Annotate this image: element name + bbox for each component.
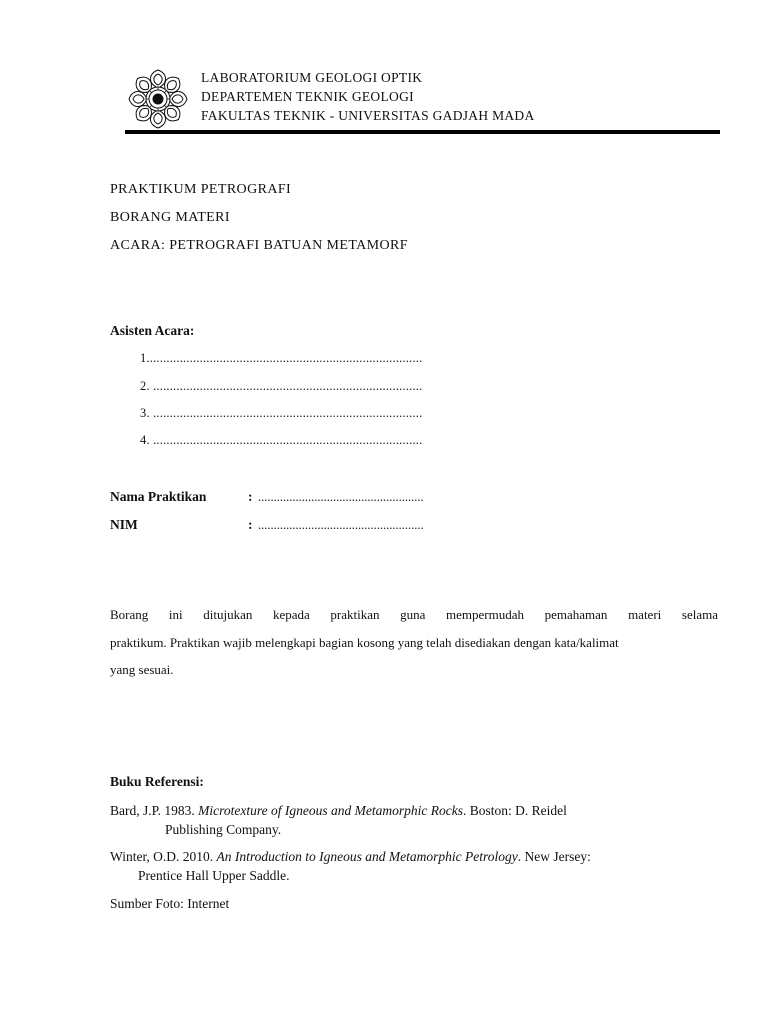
title-praktikum: PRAKTIKUM PETROGRAFI bbox=[110, 182, 292, 197]
asisten-line-1[interactable]: 1................................................................................... bbox=[140, 351, 423, 365]
reference-bard bbox=[110, 803, 567, 819]
asisten-line-4[interactable]: 4. ................................................................................. bbox=[140, 433, 423, 447]
reference-bard-cont: Publishing Company. bbox=[165, 822, 282, 837]
photo-source: Sumber Foto: Internet bbox=[110, 896, 230, 911]
nama-praktikan-field[interactable]: ..................................................... bbox=[258, 490, 424, 504]
paragraph-line-1: Borang ini ditujukan kepada praktikan guna mempermudah pemahaman materi selama bbox=[110, 607, 718, 622]
asisten-line-3[interactable]: 3. ................................................................................. bbox=[140, 406, 423, 420]
nama-praktikan-label: Nama Praktikan bbox=[110, 489, 207, 504]
header-line-faculty: FAKULTAS TEKNIK - UNIVERSITAS GADJAH MADA bbox=[201, 108, 535, 123]
reference-winter bbox=[110, 849, 591, 865]
paragraph-line-3: yang sesuai. bbox=[110, 662, 174, 677]
reference-winter-publisher: . New Jersey: bbox=[517, 849, 591, 864]
header-line-department: DEPARTEMEN TEKNIK GEOLOGI bbox=[201, 89, 414, 104]
title-acara: ACARA: PETROGRAFI BATUAN METAMORF bbox=[110, 238, 408, 253]
nim-label: NIM bbox=[110, 517, 138, 532]
reference-bard-author: Bard, J.P. 1983. bbox=[110, 803, 199, 818]
header-divider bbox=[125, 130, 720, 134]
instruction-paragraph bbox=[110, 601, 718, 684]
reference-bard-title: Microtexture of Igneous and Metamorphic Rocks bbox=[198, 803, 463, 818]
reference-winter-title: An Introduction to Igneous and Metamorphic Petrology bbox=[216, 849, 518, 864]
reference-bard-publisher: . Boston: D. Reidel bbox=[462, 803, 567, 818]
paragraph-line-2: praktikum. Praktikan wajib melengkapi bagian kosong yang telah disediakan dengan kata/kalimat bbox=[110, 634, 619, 650]
asisten-line-2[interactable]: 2. ................................................................................. bbox=[140, 379, 423, 393]
reference-winter-cont: Prentice Hall Upper Saddle. bbox=[138, 868, 290, 883]
references-heading: Buku Referensi: bbox=[110, 774, 204, 789]
nama-colon: : bbox=[248, 489, 253, 504]
reference-winter-author: Winter, O.D. 2010. bbox=[110, 849, 217, 864]
nim-colon: : bbox=[248, 517, 253, 532]
ugm-seal-icon bbox=[127, 68, 189, 130]
asisten-label: Asisten Acara: bbox=[110, 323, 195, 338]
title-borang: BORANG MATERI bbox=[110, 210, 230, 225]
header-line-lab: LABORATORIUM GEOLOGI OPTIK bbox=[201, 70, 423, 85]
nim-field[interactable]: ..................................................... bbox=[258, 518, 424, 532]
